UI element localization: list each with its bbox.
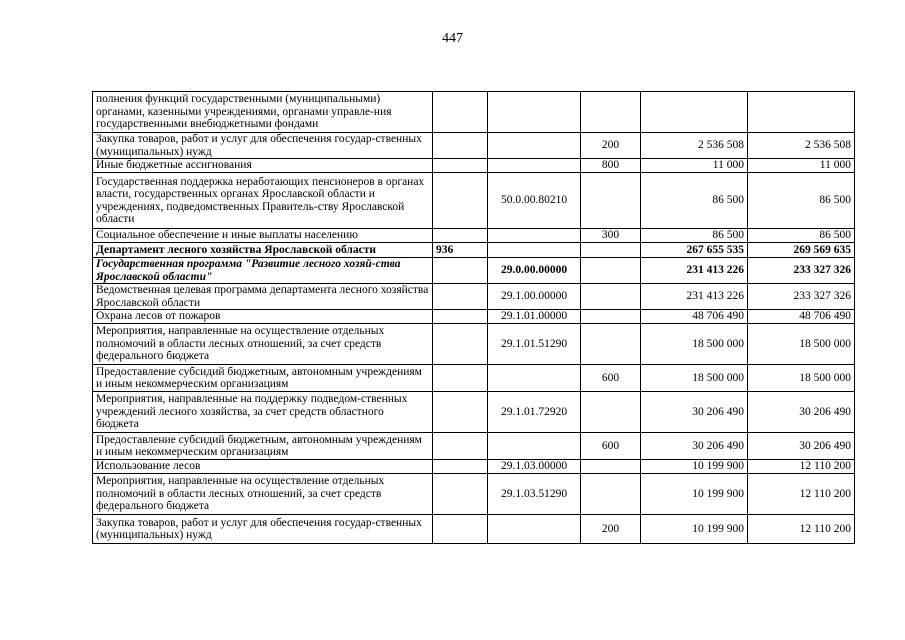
table-row xyxy=(93,310,855,324)
row-expense-type xyxy=(581,460,641,474)
row-amount-year-2: 12 110 200 xyxy=(748,515,855,544)
row-department-code: 936 xyxy=(433,243,488,258)
table-row xyxy=(93,133,855,159)
row-expense-type: 200 xyxy=(581,133,641,159)
row-amount-year-2: 30 206 490 xyxy=(748,392,855,433)
row-amount-year-1: 2 536 508 xyxy=(641,133,748,159)
row-department-code xyxy=(433,159,488,173)
row-name: Использование лесов xyxy=(93,460,433,474)
table-row xyxy=(93,159,855,173)
row-department-code xyxy=(433,474,488,515)
row-amount-year-2: 2 536 508 xyxy=(748,133,855,159)
row-amount-year-2: 233 327 326 xyxy=(748,284,855,310)
table-row xyxy=(93,365,855,392)
table-row xyxy=(93,229,855,243)
row-amount-year-1: 10 199 900 xyxy=(641,474,748,515)
row-amount-year-1: 231 413 226 xyxy=(641,258,748,284)
row-department-code xyxy=(433,392,488,433)
row-expense-type xyxy=(581,173,641,229)
table-row xyxy=(93,324,855,365)
row-amount-year-1: 86 500 xyxy=(641,173,748,229)
row-name: Охрана лесов от пожаров xyxy=(93,310,433,324)
row-target-code xyxy=(488,515,581,544)
row-amount-year-2: 18 500 000 xyxy=(748,324,855,365)
row-department-code xyxy=(433,460,488,474)
budget-table xyxy=(92,91,855,544)
row-expense-type xyxy=(581,474,641,515)
table-row xyxy=(93,258,855,284)
table-row xyxy=(93,284,855,310)
row-target-code: 29.1.01.51290 xyxy=(488,324,581,365)
table-row xyxy=(93,460,855,474)
row-target-code xyxy=(488,159,581,173)
row-expense-type xyxy=(581,392,641,433)
row-amount-year-1: 86 500 xyxy=(641,229,748,243)
page-number: 447 xyxy=(442,31,463,46)
row-target-code: 29.1.00.00000 xyxy=(488,284,581,310)
table-row xyxy=(93,474,855,515)
row-target-code: 50.0.00.80210 xyxy=(488,173,581,229)
row-name: Мероприятия, направленные на осуществление отдельных полномочий в области лесных отношений, за счет средств федерального бюджета xyxy=(93,474,433,515)
row-amount-year-1: 18 500 000 xyxy=(641,365,748,392)
row-amount-year-2: 233 327 326 xyxy=(748,258,855,284)
table-row xyxy=(93,433,855,460)
row-name: Предоставление субсидий бюджетным, автономным учреждениям и иным некоммерческим организациям xyxy=(93,433,433,460)
row-expense-type xyxy=(581,284,641,310)
row-amount-year-2: 86 500 xyxy=(748,229,855,243)
row-amount-year-2: 12 110 200 xyxy=(748,474,855,515)
row-department-code xyxy=(433,133,488,159)
row-name: Социальное обеспечение и иные выплаты населению xyxy=(93,229,433,243)
row-name: Мероприятия, направленные на поддержку подведом-ственных учреждений лесного хозяйства, за счет средств областного бюджета xyxy=(93,392,433,433)
row-name: Государственная программа "Развитие лесного хозяй-ства Ярославской области" xyxy=(93,258,433,284)
row-amount-year-1 xyxy=(641,92,748,133)
row-expense-type xyxy=(581,310,641,324)
table-row xyxy=(93,92,855,133)
row-expense-type xyxy=(581,258,641,284)
table-row xyxy=(93,392,855,433)
row-department-code xyxy=(433,92,488,133)
row-expense-type: 600 xyxy=(581,365,641,392)
row-department-code xyxy=(433,515,488,544)
row-amount-year-1: 30 206 490 xyxy=(641,433,748,460)
row-name: Ведомственная целевая программа департамента лесного хозяйства Ярославской области xyxy=(93,284,433,310)
row-amount-year-1: 231 413 226 xyxy=(641,284,748,310)
row-expense-type xyxy=(581,243,641,258)
row-amount-year-2: 48 706 490 xyxy=(748,310,855,324)
row-expense-type xyxy=(581,324,641,365)
row-amount-year-2: 18 500 000 xyxy=(748,365,855,392)
table-row xyxy=(93,173,855,229)
row-target-code xyxy=(488,243,581,258)
row-target-code: 29.1.03.51290 xyxy=(488,474,581,515)
row-department-code xyxy=(433,324,488,365)
row-expense-type xyxy=(581,92,641,133)
row-target-code xyxy=(488,229,581,243)
row-name: Закупка товаров, работ и услуг для обеспечения государ-ственных (муниципальных) нужд xyxy=(93,515,433,544)
row-amount-year-2: 11 000 xyxy=(748,159,855,173)
row-target-code xyxy=(488,92,581,133)
table-row xyxy=(93,515,855,544)
row-amount-year-2: 269 569 635 xyxy=(748,243,855,258)
row-target-code: 29.1.01.72920 xyxy=(488,392,581,433)
row-name: Государственная поддержка неработающих пенсионеров в органах власти, государственных органах Ярославской области и учреждениях, подведомственных Правитель-ству Ярославской области xyxy=(93,173,433,229)
row-department-code xyxy=(433,310,488,324)
row-name: Иные бюджетные ассигнования xyxy=(93,159,433,173)
row-amount-year-1: 10 199 900 xyxy=(641,515,748,544)
row-amount-year-1: 10 199 900 xyxy=(641,460,748,474)
row-amount-year-2 xyxy=(748,92,855,133)
row-amount-year-1: 30 206 490 xyxy=(641,392,748,433)
row-expense-type: 800 xyxy=(581,159,641,173)
row-target-code xyxy=(488,433,581,460)
row-department-code xyxy=(433,365,488,392)
row-expense-type: 600 xyxy=(581,433,641,460)
row-amount-year-1: 11 000 xyxy=(641,159,748,173)
budget-table-body xyxy=(93,92,855,544)
row-amount-year-2: 12 110 200 xyxy=(748,460,855,474)
row-target-code: 29.1.03.00000 xyxy=(488,460,581,474)
row-target-code xyxy=(488,365,581,392)
row-department-code xyxy=(433,433,488,460)
row-name: Мероприятия, направленные на осуществление отдельных полномочий в области лесных отношений, за счет средств федерального бюджета xyxy=(93,324,433,365)
row-name: Предоставление субсидий бюджетным, автономным учреждениям и иным некоммерческим организациям xyxy=(93,365,433,392)
row-department-code xyxy=(433,173,488,229)
row-target-code: 29.1.01.00000 xyxy=(488,310,581,324)
row-department-code xyxy=(433,284,488,310)
row-amount-year-1: 48 706 490 xyxy=(641,310,748,324)
row-target-code: 29.0.00.00000 xyxy=(488,258,581,284)
row-expense-type: 300 xyxy=(581,229,641,243)
row-target-code xyxy=(488,133,581,159)
row-amount-year-1: 267 655 535 xyxy=(641,243,748,258)
row-amount-year-2: 30 206 490 xyxy=(748,433,855,460)
row-expense-type: 200 xyxy=(581,515,641,544)
row-name: Департамент лесного хозяйства Ярославской области xyxy=(93,243,433,258)
row-department-code xyxy=(433,229,488,243)
row-amount-year-2: 86 500 xyxy=(748,173,855,229)
row-department-code xyxy=(433,258,488,284)
table-row xyxy=(93,243,855,258)
row-amount-year-1: 18 500 000 xyxy=(641,324,748,365)
row-name: полнения функций государственными (муниципальными) органами, казенными учреждениями, органами управле-ния государственными внебюджетными фондами xyxy=(93,92,433,133)
row-name: Закупка товаров, работ и услуг для обеспечения государ-ственных (муниципальных) нужд xyxy=(93,133,433,159)
